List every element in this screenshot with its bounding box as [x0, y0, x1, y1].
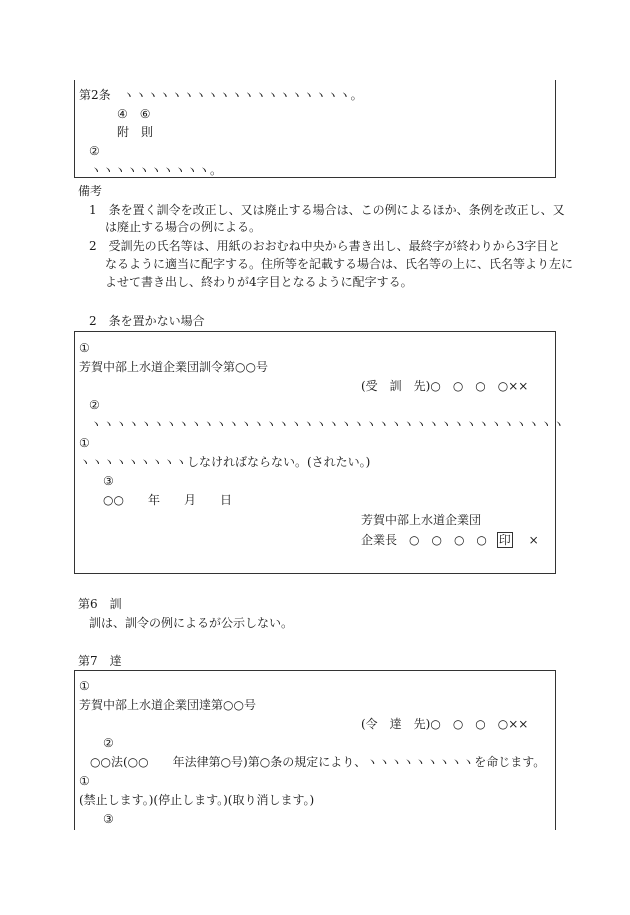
directive-number: 芳賀中部上水道企業団達第○○号 — [79, 698, 256, 712]
note-2-line-3: よせて書き出し、終わりが4字目となるように配字する。 — [105, 275, 413, 289]
circled-number-1: ① — [79, 341, 90, 355]
article-2-line: 第2条 ヽヽヽヽヽヽヽヽヽヽヽヽヽヽヽヽヽヽヽ。 — [79, 88, 363, 102]
dots-line: ヽヽヽヽヽヽヽヽヽヽヽヽヽヽヽヽヽヽヽヽヽヽヽヽヽヽヽヽヽヽヽヽヽヽヽヽヽヽ — [90, 417, 566, 431]
circled-number-1b: ① — [79, 774, 90, 788]
cross-mark: × — [528, 533, 539, 547]
circled-number-3: ③ — [103, 812, 114, 826]
options-line: (禁止します。)(停止します。)(取り消します。) — [79, 793, 315, 807]
circled-number-2: ② — [89, 144, 100, 158]
section-6-heading: 第6 訓 — [78, 597, 122, 611]
circled-number-1: ① — [79, 679, 90, 693]
director-signature — [361, 532, 539, 548]
recipient-line: (受 訓 先)○ ○ ○ ○×× — [361, 379, 529, 393]
circled-number-1b: ① — [79, 436, 90, 450]
section-6-body: 訓は、訓令の例によるが公示しない。 — [89, 616, 294, 630]
law-line: ○○法(○○ 年法律第○号)第○条の規定により、ヽヽヽヽヽヽヽヽヽを命じます。 — [90, 755, 546, 769]
date-line: ○○ 年 月 日 — [103, 493, 232, 507]
notes-heading: 備考 — [78, 184, 103, 198]
section-7-heading: 第7 達 — [78, 654, 122, 668]
instruction-number: 芳賀中部上水道企業団訓令第○○号 — [79, 360, 268, 374]
circled-number-2: ② — [103, 736, 114, 750]
note-1-line-1: 1 条を置く訓令を改正し、又は廃止する場合は、この例によるほか、条例を改正し、又 — [89, 203, 565, 217]
director-title: 企業長 ○ ○ ○ ○ — [361, 533, 487, 547]
text-line: ヽヽヽヽヽヽヽヽヽヽ。 — [90, 163, 223, 177]
supplementary-provisions: 附 則 — [117, 125, 154, 139]
note-2-line-1: 2 受訓先の氏名等は、用紙のおおむね中央から書き出し、最終字が終わりから3字目と — [89, 239, 561, 253]
obligation-line: ヽヽヽヽヽヽヽヽヽしなければならない。(されたい。) — [79, 455, 371, 469]
note-1-line-2: は廃止する場合の例による。 — [105, 220, 262, 234]
circled-numbers-4-6: ④ ⑥ — [117, 107, 151, 121]
recipient-line: (令 達 先)○ ○ ○ ○×× — [361, 717, 529, 731]
circled-number-3: ③ — [103, 474, 114, 488]
note-2-line-2: なるように適当に配字する。住所等を記載する場合は、氏名等の上に、氏名等より左に — [105, 257, 574, 271]
seal-mark: 印 — [498, 533, 511, 547]
circled-number-2: ② — [89, 398, 100, 412]
section-2-heading: 2 条を置かない場合 — [89, 314, 205, 328]
organization-name: 芳賀中部上水道企業団 — [361, 513, 482, 527]
